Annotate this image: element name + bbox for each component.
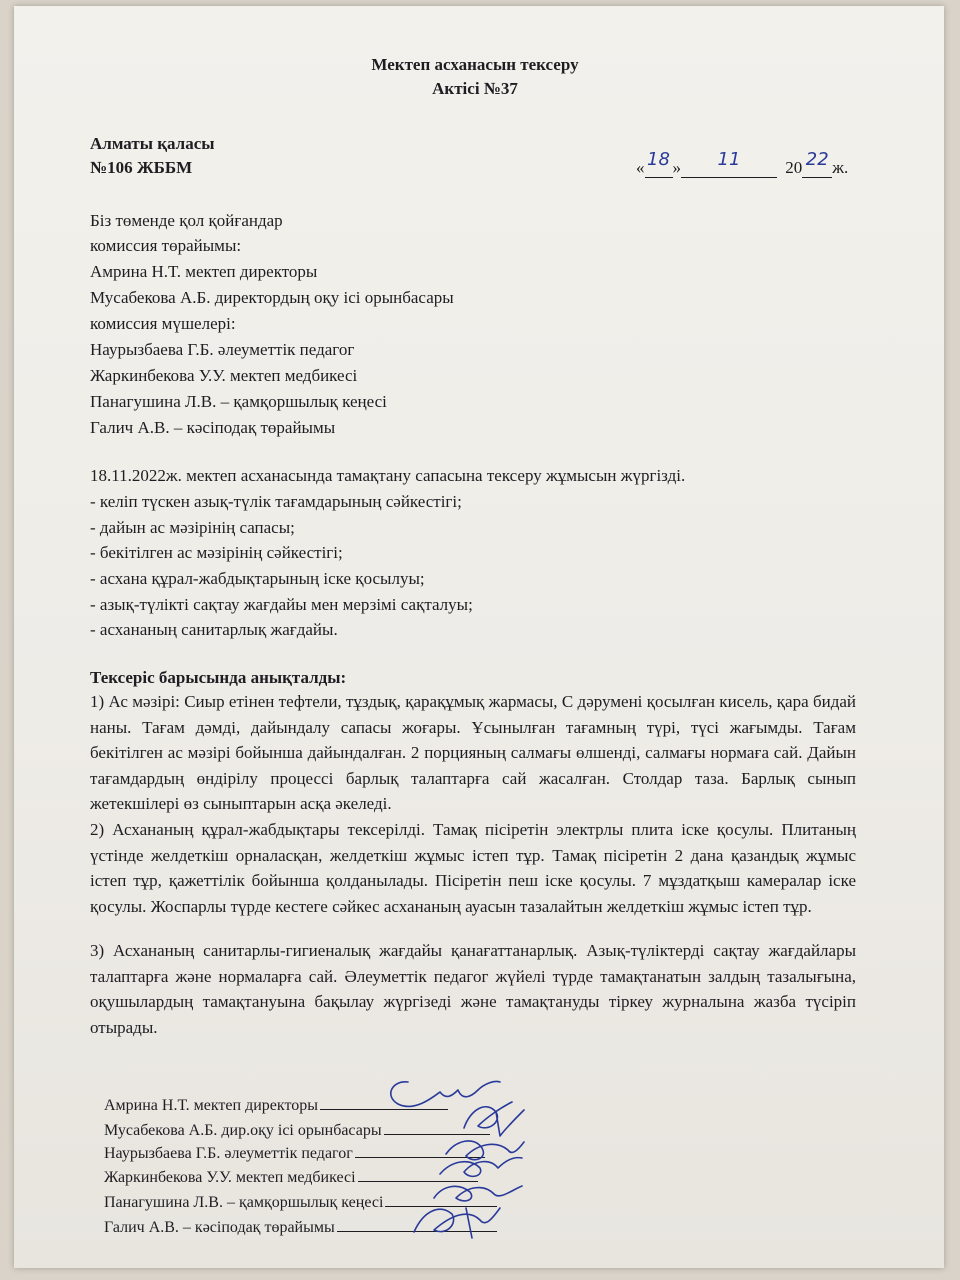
date-close-quote: » <box>672 158 681 177</box>
signature-line <box>385 1192 497 1207</box>
findings-paragraph-2: 2) Асхананың құрал-жабдықтары тексерілді. Тамақ пісіретін электрлы плита іске қосулы. Плитаның үстінде желдеткіш орналасқан, желдеткіш жұмыс істеп тұр. Тамақ пісіретін 2 дана қазандық жұмыс істеп тұр, қажеттілік бойынша қолданылады. Пісіретін пеш іске қосулы. 7 мұздатқыш камералар іске қосулы. Жоспарлы түрде кестеге сәйкес асхананың ауасын тазалайтын желдеткіш жұмыс істеп тұр. <box>90 820 856 916</box>
commission-member-2: Жаркинбекова У.У. мектеп медбикесі <box>90 366 358 385</box>
date-day-field <box>645 149 673 178</box>
inspection-intro: 18.11.2022ж. мектеп асханасында тамақтану сапасына тексеру жұмысын жүргізді. <box>90 466 686 485</box>
findings-heading: Тексеріс барысында анықталды: <box>90 668 347 687</box>
signatory-name: Мусабекова А.Б. дир.оқу ісі орынбасары <box>104 1122 382 1139</box>
inspection-item: - азық-түлікті сақтау жағдайы мен мерзімі сақталуы; <box>90 595 473 614</box>
city-label: Алматы қаласы <box>90 134 215 153</box>
signature-line <box>320 1095 448 1110</box>
signature-line <box>355 1143 485 1158</box>
commission-chair-label: комиссия төрайымы: <box>90 236 242 255</box>
commission-member-3: Панагушина Л.В. – қамқоршылық кеңесі <box>90 392 387 411</box>
signatory-name: Жаркинбекова У.У. мектеп медбикесі <box>104 1169 356 1186</box>
signature-row <box>104 1143 485 1163</box>
act-number: Актісі №37 <box>432 79 518 98</box>
date-month-handwritten: 11 <box>717 149 741 170</box>
signatory-name: Галич А.В. – кәсіподақ төрайымы <box>104 1219 335 1236</box>
signature-row <box>104 1192 497 1212</box>
inspection-item: - дайын ас мәзірінің сапасы; <box>90 518 295 537</box>
commission-members-label: комиссия мүшелері: <box>90 314 236 333</box>
date-month-field <box>681 149 777 178</box>
inspection-item: - бекітілген ас мәзірінің сәйкестігі; <box>90 543 343 562</box>
document-title: Мектеп асханасын тексеру <box>371 55 579 74</box>
commission-intro: Біз төменде қол қойғандар <box>90 211 283 230</box>
signatory-name: Амрина Н.Т. мектеп директоры <box>104 1097 318 1114</box>
commission-member-4: Галич А.В. – кәсіподақ төрайымы <box>90 418 336 437</box>
findings-paragraph-3: 3) Асхананың санитарлы-гигиеналық жағдайы қанағаттанарлық. Азық-түліктерді сақтау жағдайлары талаптарға және нормаларға сай. Әлеуметтік педагог жүйелі түрде тамақтанатын залдың тазалығына, оқушылардың тамақтануына бақылау жүргізеді және тамақтануды тіркеу журналына жазба түсіріп отырады. <box>90 941 856 1037</box>
school-label: №106 ЖББМ <box>90 158 193 177</box>
date-year-handwritten: 22 <box>805 149 829 170</box>
commission-member-1: Наурызбаева Г.Б. әлеуметтік педагог <box>90 340 355 359</box>
signature-row <box>104 1167 478 1187</box>
signature-line <box>337 1217 497 1232</box>
signature-line <box>384 1120 490 1135</box>
signatory-name: Наурызбаева Г.Б. әлеуметтік педагог <box>104 1145 353 1162</box>
commission-chair-1: Амрина Н.Т. мектеп директоры <box>90 262 318 281</box>
date-open-quote: « <box>636 158 645 177</box>
inspection-item: - асхана құрал-жабдықтарының іске қосылуы; <box>90 569 425 588</box>
document-date <box>636 149 849 178</box>
signature-row <box>104 1120 490 1140</box>
date-day-handwritten: 18 <box>647 149 670 170</box>
date-year-prefix: 20 <box>785 158 803 177</box>
date-year-field <box>802 149 832 178</box>
inspection-item: - асхананың санитарлық жағдайы. <box>90 620 338 639</box>
findings-paragraph-1: 1) Ас мәзірі: Сиыр етінен тефтели, тұздық, қарақұмық жармасы, С дәрумені қосылған кисель, қара бидай наны. Тағам дәмді, дайындалу сапасы жоғары. Ұсынылған тағамның түрі, түсі жағымды. Тағам бекітілген ас мәзірі бойынша дайындалған. 2 порцияның салмағы өлшенді, салмағы нормаға сай. Дайын тағамдардың өндірілу процессі барлық талаптарға сай жасалған. Столдар таза. Барлық сынып жетекшілері өз сыныптарын асқа әкеледі. <box>90 692 856 813</box>
inspection-item: - келіп түскен азық-түлік тағамдарының сәйкестігі; <box>90 492 462 511</box>
date-year-end: ж. <box>832 158 849 177</box>
commission-chair-2: Мусабекова А.Б. директордың оқу ісі орынбасары <box>90 288 454 307</box>
signature-line <box>358 1167 478 1182</box>
signature-row <box>104 1095 448 1115</box>
signatory-name: Панагушина Л.В. – қамқоршылық кеңесі <box>104 1194 384 1211</box>
signature-row <box>104 1217 497 1237</box>
